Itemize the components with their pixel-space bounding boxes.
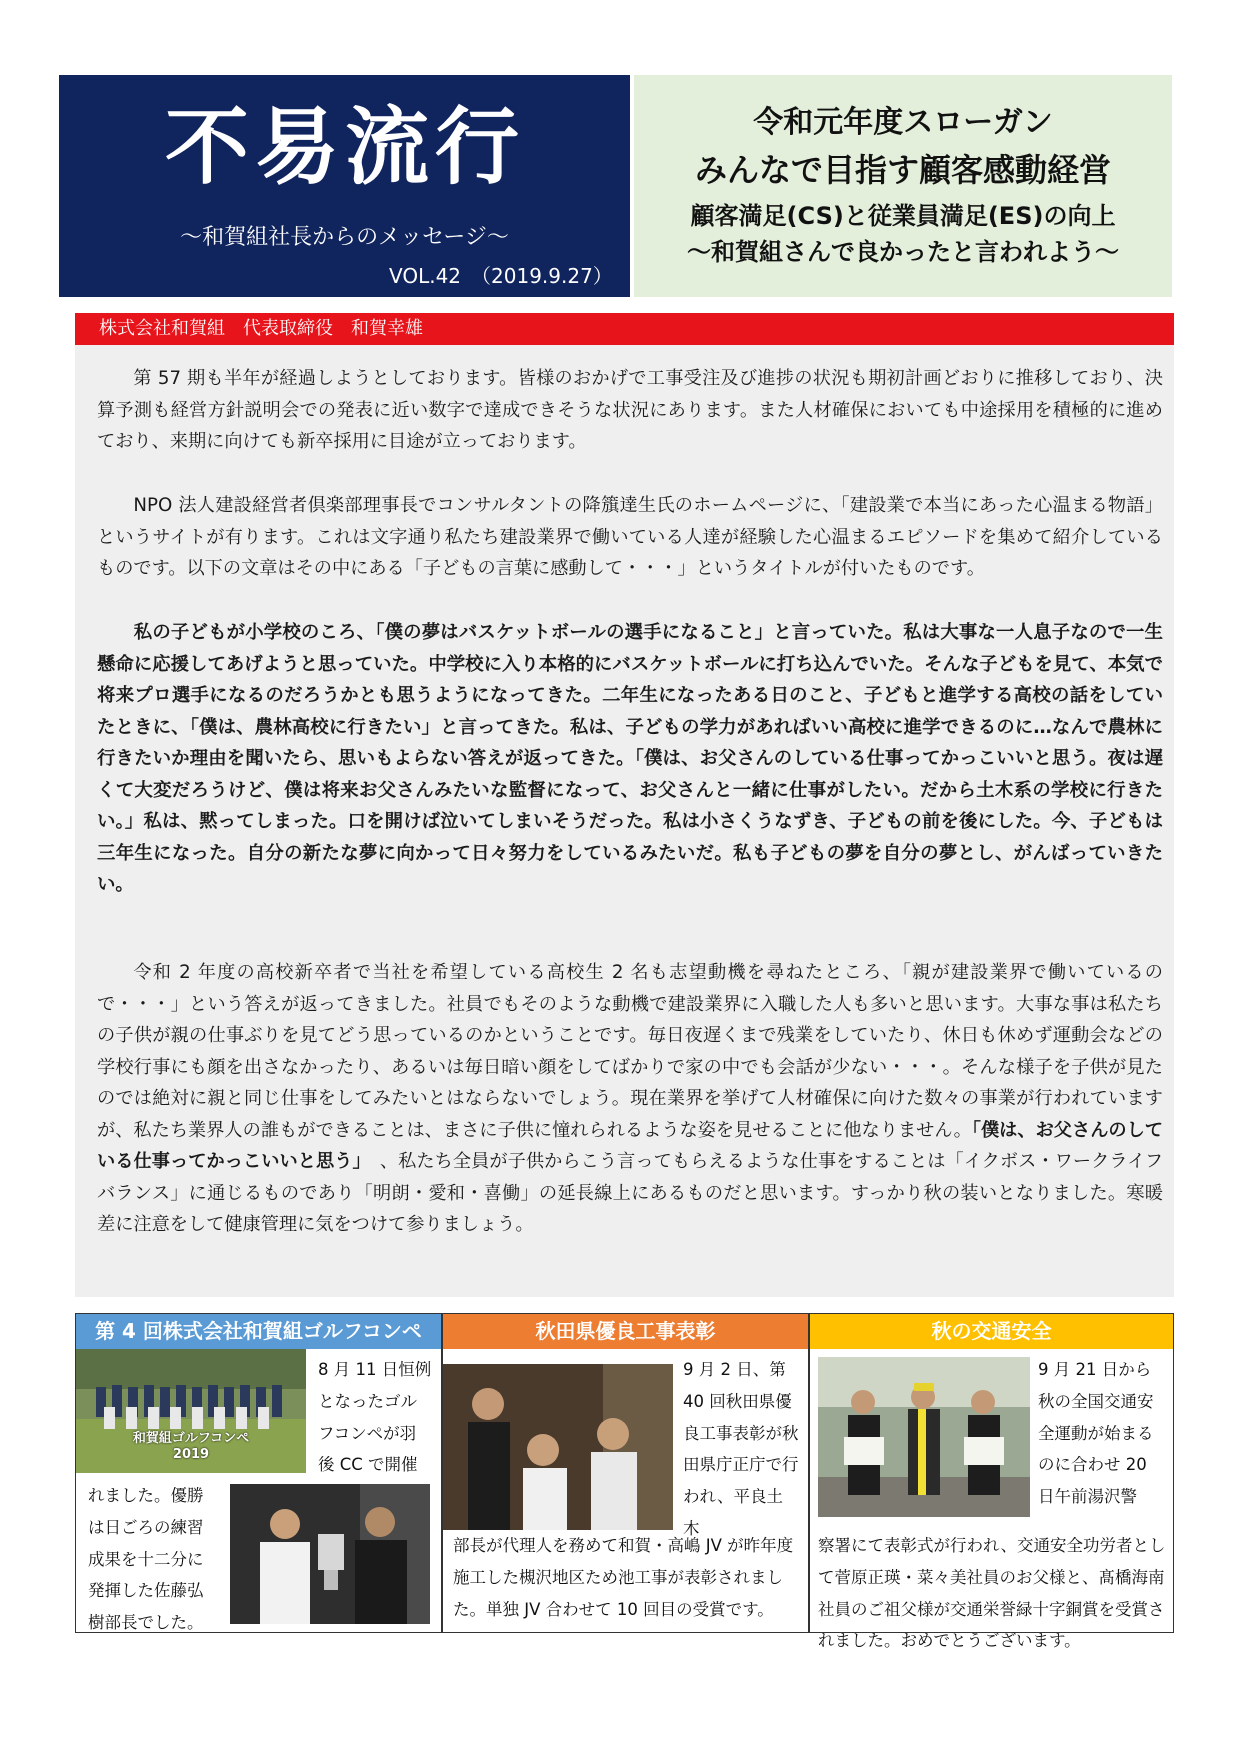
paragraph-4-part-a: 令和 2 年度の高校新卒者で当社を希望している高校生 2 名も志望動機を尋ねたところ、「親が建設業界で働いているので・・・」という答えが返ってきました。社員でもそのような動機で建設業界に入職した人も多いと思います。大事な事は私たちの子供が親の仕事ぶりを見てどう思っているのかということです。毎日夜遅くまで残業をしていたり、休日も休めず運動会などの学校行事にも顔を出さなかったり、あるいは毎日暗い顔をしてばかりで家の中でも会話が少ない・・・。そんな様子を子供が見たのでは絶対に親と同じ仕事をしてみたいとはならないでしょう。現在業界を挙げて人材確保に向けた数々の事業が行われていますが、私たち業界人の誰もができることは、まさに子供に憧れられるような姿を見せることに他なりません。: [97, 962, 1163, 1141]
golf-column-title: 第 4 回株式会社和賀組ゴルフコンペ: [76, 1314, 441, 1349]
slogan-line-3: 顧客満足(CS)と従業員満足(ES)の向上: [690, 202, 1116, 230]
award-text-a: 9 月 2 日、第 40 回秋田県優良工事表彰が秋田県庁正庁で行われ、平良土木: [683, 1360, 799, 1538]
award-column-title: 秋田県優良工事表彰: [443, 1314, 808, 1349]
message-panel: [75, 345, 1174, 1297]
quoted-story: 私の子どもが小学校のころ、「僕の夢はバスケットボールの選手になること」と言っていた。私は大事な一人息子なので一生懸命に応援してあげようと思っていた。中学校に入り本格的にバスケットボールに打ち込んでいた。そんな子どもを見て、本気で将来プロ選手になるのだろうかとも思うようになってきた。二年生になったある日のこと、子どもと進学する高校の話をしていたときに、「僕は、農林高校に行きたい」と言ってきた。私は、子どもの学力があればいい高校に進学できるのに…なんで農林に行きたいか理由を聞いたら、思いもよらない答えが返ってきた。「僕は、お父さんのしている仕事ってかっこいいと思う。夜は遅くて大変だろうけど、僕は将来お父さんみたいな監督になって、お父さんと一緒に仕事がしたい。だから土木系の学校に行きたい。」私は、黙ってしまった。口を開けば泣いてしまいそうだった。私は小さくうなずき、子どもの前を後にした。今、子どもは三年生になった。自分の新たな夢に向かって日々努力をしているみたいだ。私も子どもの夢を自分の夢とし、がんばっていきたい。: [97, 622, 1163, 895]
golf-group-photo: [76, 1349, 306, 1473]
golf-text-b: れました。優勝は日ごろの練習成果を十二分に発揮した佐藤弘樹部長でした。: [88, 1486, 204, 1633]
award-column: [442, 1313, 809, 1633]
traffic-text-a: 9 月 21 日から秋の全国交通安全運動が始まるのに合わせ 20 日午前湯沢警: [1038, 1360, 1154, 1507]
golf-photo-caption: 和賀組ゴルフコンペ 2019: [132, 1431, 250, 1462]
author-band: 株式会社和賀組 代表取締役 和賀幸雄: [75, 313, 1174, 345]
slogan-line-1: 令和元年度スローガン: [753, 105, 1053, 140]
award-photo: [443, 1364, 673, 1530]
slogan-box: [634, 75, 1172, 297]
golf-trophy-photo: [230, 1484, 430, 1624]
golf-trophy-photo-image: [230, 1484, 430, 1624]
traffic-award-photo-image: [818, 1357, 1030, 1517]
paragraph-4-part-c: 、私たち全員が子供からこう言ってもらえるような仕事をすることは「イクボス・ワークライフバランス」に通じるものであり「明朗・愛和・喜働」の延長線上にあるものだと思います。すっかり秋の装いとなりました。寒暖差に注意をして健康管理に気をつけて参りましょう。: [97, 1151, 1164, 1235]
newsletter-title: 不易流行: [164, 97, 525, 196]
paragraph-4-emphasis: 「僕は、お父さんのしている仕事ってかっこいいと思う」: [97, 1119, 1163, 1172]
slogan-line-4: ～和賀組さんで良かったと言われよう～: [687, 238, 1119, 266]
traffic-text-b: 察署にて表彰式が行われ、交通安全功労者として菅原正瑛・菜々美社員のお父様と、髙橋海南社員のご祖父様が交通栄誉緑十字銅賞を受賞されました。おめでとうございます。: [818, 1536, 1166, 1651]
traffic-award-photo: [818, 1357, 1030, 1517]
masthead: [59, 75, 630, 297]
award-text-b: 部長が代理人を務めて和賀・高嶋 JV が昨年度施工した槻沢地区ため池工事が表彰されました。単独 JV 合わせて 10 回目の受賞です。: [453, 1536, 794, 1619]
traffic-column-title: 秋の交通安全: [810, 1314, 1173, 1349]
award-photo-image: [443, 1364, 673, 1530]
volume-date: VOL.42 （2019.9.27）: [389, 264, 613, 288]
slogan-line-2: みんなで目指す顧客感動経営: [694, 151, 1111, 189]
traffic-column: [809, 1313, 1174, 1651]
newsletter-subtitle: ～和賀組社長からのメッセージ～: [180, 225, 509, 250]
paragraph-4: [97, 957, 1163, 1241]
paragraph-2: NPO 法人建設経営者倶楽部理事長でコンサルタントの降籏達生氏のホームページに、「建設業で本当にあった心温まる物語」というサイトが有ります。これは文字通り私たち建設業界で働いている人達が経験した心温まるエピソードを集めて紹介しているものです。以下の文章はその中にある「子どもの言葉に感動して・・・」というタイトルが付いたものです。: [97, 495, 1163, 579]
golf-column: [75, 1313, 442, 1633]
golf-text-a: 8 月 11 日恒例となったゴルフコンペが羽後 CC で開催: [318, 1360, 432, 1475]
paragraph-1: 第 57 期も半年が経過しようとしております。皆様のおかげで工事受注及び進捗の状況も期初計画どおりに推移しており、決算予測も経営方針説明会での発表に近い数字で達成できそうな状況にあります。また人材確保においても中途採用を積極的に進めており、来期に向けても新卒採用に目途が立っております。: [97, 368, 1163, 452]
